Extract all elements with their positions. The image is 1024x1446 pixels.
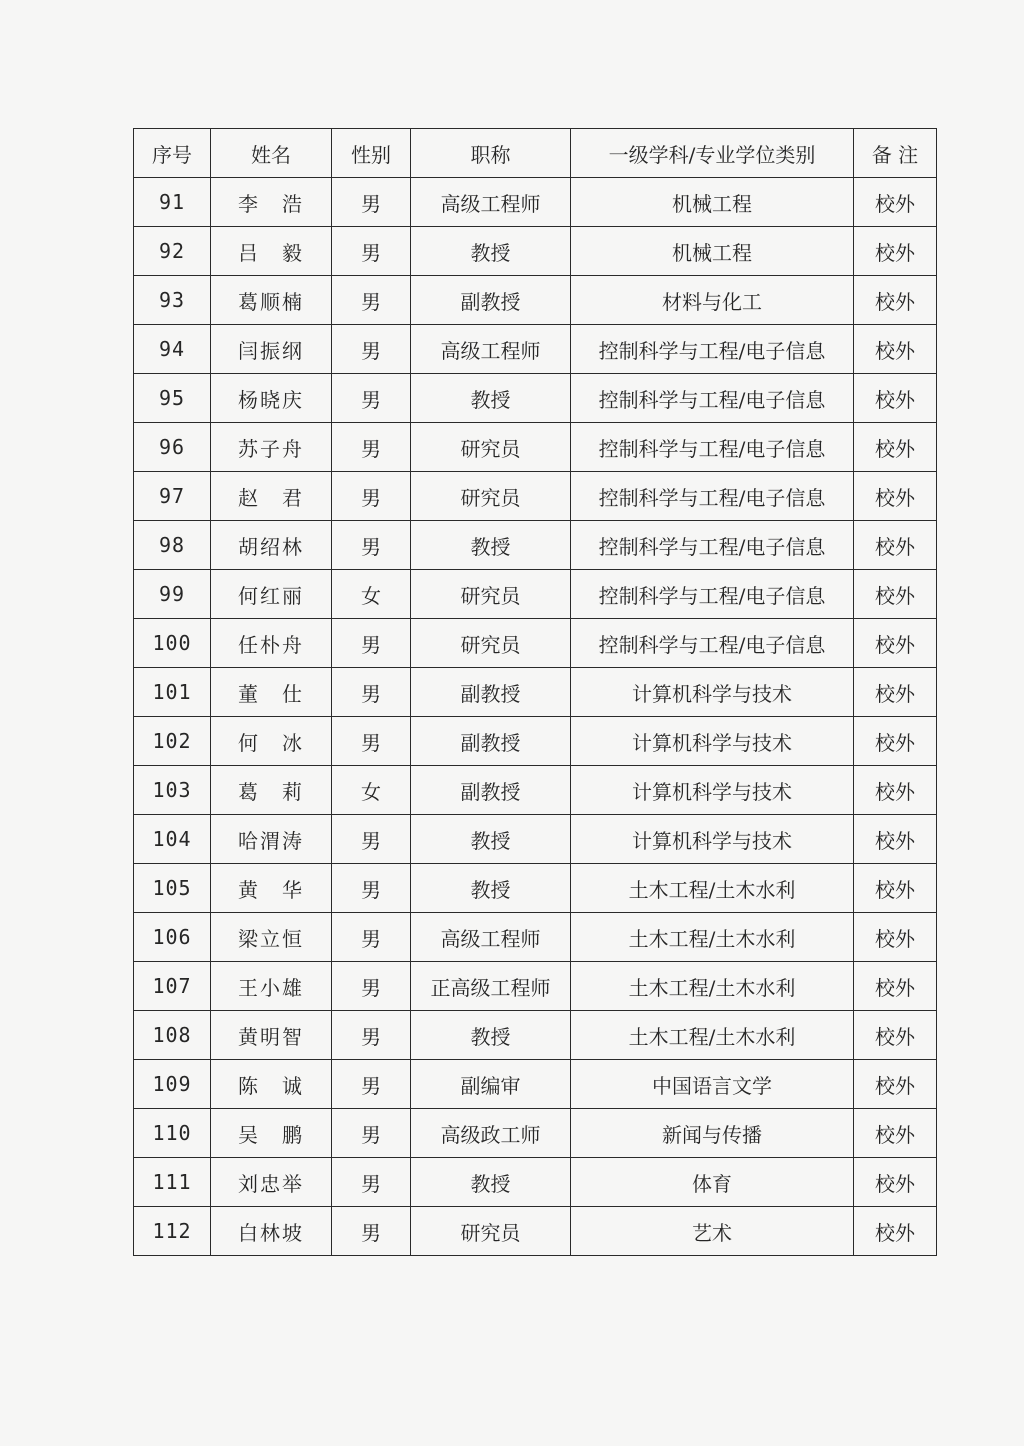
cell-subject: 中国语言文学 [571, 1060, 854, 1109]
cell-title: 教授 [411, 374, 571, 423]
cell-subject: 新闻与传播 [571, 1109, 854, 1158]
cell-no: 91 [134, 178, 211, 227]
cell-gender: 男 [332, 668, 411, 717]
cell-no: 101 [134, 668, 211, 717]
table-row [134, 276, 937, 325]
cell-no: 93 [134, 276, 211, 325]
cell-gender: 男 [332, 717, 411, 766]
cell-no: 92 [134, 227, 211, 276]
cell-gender: 男 [332, 1158, 411, 1207]
header-name: 姓名 [211, 129, 332, 178]
cell-name: 陈 诚 [211, 1060, 332, 1109]
cell-subject: 控制科学与工程/电子信息 [571, 374, 854, 423]
cell-no: 99 [134, 570, 211, 619]
cell-note: 校外 [854, 276, 937, 325]
cell-note: 校外 [854, 815, 937, 864]
table-row [134, 619, 937, 668]
cell-title: 研究员 [411, 472, 571, 521]
cell-name: 黄明智 [211, 1011, 332, 1060]
table-row [134, 1060, 937, 1109]
cell-name: 王小雄 [211, 962, 332, 1011]
cell-title: 教授 [411, 864, 571, 913]
cell-no: 107 [134, 962, 211, 1011]
cell-gender: 男 [332, 1109, 411, 1158]
cell-subject: 计算机科学与技术 [571, 717, 854, 766]
cell-note: 校外 [854, 1158, 937, 1207]
cell-gender: 男 [332, 423, 411, 472]
cell-name: 何 冰 [211, 717, 332, 766]
cell-note: 校外 [854, 1207, 937, 1256]
header-title: 职称 [411, 129, 571, 178]
cell-name: 哈渭涛 [211, 815, 332, 864]
cell-title: 高级工程师 [411, 178, 571, 227]
cell-subject: 机械工程 [571, 178, 854, 227]
cell-no: 109 [134, 1060, 211, 1109]
cell-no: 96 [134, 423, 211, 472]
table-row [134, 962, 937, 1011]
table-row [134, 1109, 937, 1158]
table-row [134, 913, 937, 962]
cell-note: 校外 [854, 864, 937, 913]
table-row [134, 864, 937, 913]
cell-subject: 土木工程/土木水利 [571, 962, 854, 1011]
cell-title: 副编审 [411, 1060, 571, 1109]
cell-subject: 机械工程 [571, 227, 854, 276]
cell-subject: 控制科学与工程/电子信息 [571, 570, 854, 619]
cell-gender: 男 [332, 178, 411, 227]
cell-subject: 控制科学与工程/电子信息 [571, 325, 854, 374]
cell-note: 校外 [854, 227, 937, 276]
cell-name: 葛顺楠 [211, 276, 332, 325]
cell-title: 副教授 [411, 766, 571, 815]
cell-note: 校外 [854, 325, 937, 374]
cell-gender: 男 [332, 325, 411, 374]
cell-title: 教授 [411, 815, 571, 864]
cell-name: 胡绍林 [211, 521, 332, 570]
cell-note: 校外 [854, 962, 937, 1011]
cell-no: 100 [134, 619, 211, 668]
cell-subject: 控制科学与工程/电子信息 [571, 423, 854, 472]
cell-name: 何红丽 [211, 570, 332, 619]
cell-subject: 计算机科学与技术 [571, 668, 854, 717]
cell-gender: 男 [332, 227, 411, 276]
cell-name: 刘忠举 [211, 1158, 332, 1207]
table-body [134, 178, 937, 1256]
cell-no: 104 [134, 815, 211, 864]
cell-gender: 男 [332, 815, 411, 864]
table-row [134, 423, 937, 472]
cell-name: 杨晓庆 [211, 374, 332, 423]
cell-subject: 控制科学与工程/电子信息 [571, 472, 854, 521]
cell-subject: 计算机科学与技术 [571, 766, 854, 815]
cell-gender: 男 [332, 619, 411, 668]
cell-title: 教授 [411, 521, 571, 570]
table-row [134, 178, 937, 227]
table-row [134, 1158, 937, 1207]
cell-name: 梁立恒 [211, 913, 332, 962]
cell-note: 校外 [854, 668, 937, 717]
cell-no: 110 [134, 1109, 211, 1158]
cell-no: 97 [134, 472, 211, 521]
cell-note: 校外 [854, 619, 937, 668]
cell-note: 校外 [854, 717, 937, 766]
cell-note: 校外 [854, 766, 937, 815]
cell-gender: 男 [332, 521, 411, 570]
table-row [134, 668, 937, 717]
cell-name: 闫振纲 [211, 325, 332, 374]
header-gender: 性别 [332, 129, 411, 178]
table-row [134, 1207, 937, 1256]
cell-title: 研究员 [411, 570, 571, 619]
cell-subject: 土木工程/土木水利 [571, 913, 854, 962]
cell-no: 98 [134, 521, 211, 570]
cell-note: 校外 [854, 472, 937, 521]
cell-no: 108 [134, 1011, 211, 1060]
cell-gender: 男 [332, 962, 411, 1011]
cell-title: 教授 [411, 1158, 571, 1207]
cell-no: 106 [134, 913, 211, 962]
cell-no: 112 [134, 1207, 211, 1256]
cell-note: 校外 [854, 913, 937, 962]
cell-title: 研究员 [411, 619, 571, 668]
cell-gender: 男 [332, 1060, 411, 1109]
cell-title: 高级政工师 [411, 1109, 571, 1158]
cell-title: 研究员 [411, 423, 571, 472]
cell-title: 教授 [411, 227, 571, 276]
cell-no: 105 [134, 864, 211, 913]
cell-title: 教授 [411, 1011, 571, 1060]
cell-subject: 计算机科学与技术 [571, 815, 854, 864]
cell-name: 赵 君 [211, 472, 332, 521]
cell-no: 111 [134, 1158, 211, 1207]
cell-note: 校外 [854, 1060, 937, 1109]
cell-title: 高级工程师 [411, 325, 571, 374]
cell-name: 黄 华 [211, 864, 332, 913]
cell-subject: 控制科学与工程/电子信息 [571, 521, 854, 570]
cell-title: 研究员 [411, 1207, 571, 1256]
cell-no: 95 [134, 374, 211, 423]
cell-subject: 控制科学与工程/电子信息 [571, 619, 854, 668]
table-row [134, 325, 937, 374]
cell-gender: 男 [332, 472, 411, 521]
table-row [134, 717, 937, 766]
cell-gender: 男 [332, 276, 411, 325]
cell-no: 103 [134, 766, 211, 815]
table-row [134, 227, 937, 276]
cell-name: 葛 莉 [211, 766, 332, 815]
cell-name: 任朴舟 [211, 619, 332, 668]
table-row [134, 472, 937, 521]
cell-gender: 男 [332, 913, 411, 962]
cell-subject: 体育 [571, 1158, 854, 1207]
cell-note: 校外 [854, 423, 937, 472]
cell-gender: 女 [332, 570, 411, 619]
header-subject: 一级学科/专业学位类别 [571, 129, 854, 178]
cell-title: 副教授 [411, 668, 571, 717]
cell-gender: 男 [332, 1207, 411, 1256]
table-row [134, 815, 937, 864]
table-row [134, 766, 937, 815]
cell-subject: 材料与化工 [571, 276, 854, 325]
header-note: 备 注 [854, 129, 937, 178]
cell-gender: 女 [332, 766, 411, 815]
table-row [134, 1011, 937, 1060]
cell-no: 94 [134, 325, 211, 374]
cell-name: 苏子舟 [211, 423, 332, 472]
cell-note: 校外 [854, 1109, 937, 1158]
header-no: 序号 [134, 129, 211, 178]
cell-name: 吴 鹏 [211, 1109, 332, 1158]
cell-gender: 男 [332, 1011, 411, 1060]
cell-note: 校外 [854, 1011, 937, 1060]
cell-title: 副教授 [411, 717, 571, 766]
cell-name: 吕 毅 [211, 227, 332, 276]
cell-note: 校外 [854, 570, 937, 619]
cell-no: 102 [134, 717, 211, 766]
table-row [134, 570, 937, 619]
table-row [134, 374, 937, 423]
cell-gender: 男 [332, 864, 411, 913]
supervisor-table [133, 128, 937, 1256]
cell-note: 校外 [854, 374, 937, 423]
cell-subject: 艺术 [571, 1207, 854, 1256]
cell-name: 李 浩 [211, 178, 332, 227]
cell-subject: 土木工程/土木水利 [571, 1011, 854, 1060]
cell-title: 副教授 [411, 276, 571, 325]
cell-note: 校外 [854, 178, 937, 227]
cell-gender: 男 [332, 374, 411, 423]
table-row [134, 521, 937, 570]
cell-note: 校外 [854, 521, 937, 570]
table-header-row [134, 129, 937, 178]
cell-title: 正高级工程师 [411, 962, 571, 1011]
cell-title: 高级工程师 [411, 913, 571, 962]
cell-subject: 土木工程/土木水利 [571, 864, 854, 913]
cell-name: 白林坡 [211, 1207, 332, 1256]
cell-name: 董 仕 [211, 668, 332, 717]
